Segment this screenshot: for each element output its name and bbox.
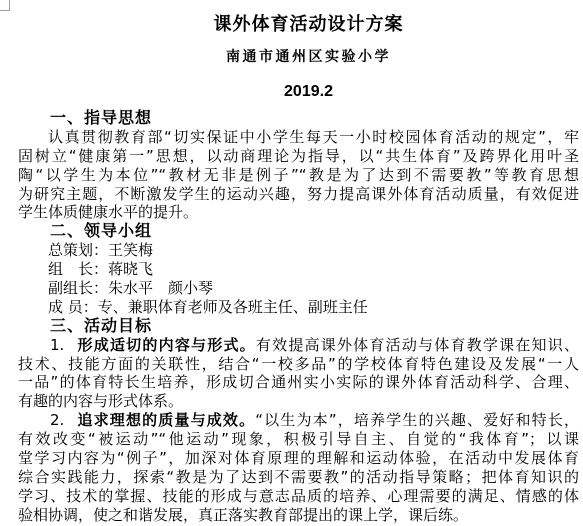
goal-text-line: 有趣的内容与形式体系。: [18, 392, 184, 411]
paragraph-line: 学生体质健康水平的提升。: [18, 203, 199, 222]
school-name: 南通市通州区实验小学: [226, 49, 391, 65]
member-row-members: [18, 298, 579, 317]
section-guiding: [18, 109, 579, 222]
section-heading-leadership: 二、领导小组: [50, 221, 153, 241]
document-date: 2019.2: [284, 83, 333, 100]
document-title: 课外体育活动设计方案: [213, 14, 404, 35]
member-row-leader: [18, 260, 579, 279]
member-role: 成 员：: [48, 297, 98, 316]
goal-text-line: 堂学习内容为“例子”，加深对体育原理的理解和运动体验，在活动中发展体育: [18, 449, 579, 468]
goal-number: 1.: [50, 335, 65, 354]
goal-title: 追求理想的质量与成效。: [76, 411, 256, 430]
goal-first-line: [18, 336, 579, 355]
member-names: 王笑梅: [108, 241, 154, 260]
member-row-chief-planner: [18, 241, 579, 260]
member-names: 朱水平 颜小琴: [108, 279, 214, 298]
paragraph-line: 固树立“健康第一”思想，以动商理论为指导，以“共生体育”及跨界化用叶圣: [18, 146, 579, 165]
member-names: 专、兼职体育老师及各班主任、副班主任: [97, 297, 368, 316]
goal-first-line: [18, 411, 579, 430]
margin-corner-mark: [0, 0, 10, 11]
goal-text-line: 综合实践能力，探索“教是为了达到不需要教”的活动指导策略；把体育知识的: [18, 467, 579, 486]
member-row-deputy-leader: [18, 279, 579, 298]
goal-text-line: 有效改变“被运动”“他运动”现象，积极引导自主、自觉的“我体育”；以课: [18, 430, 579, 449]
section-leadership: [18, 222, 579, 316]
goal-text: “以生为本”，培养学生的兴趣、爱好和特长，: [255, 411, 579, 430]
section-goals: [18, 317, 579, 525]
goal-text: 有效提高课外体育活动与体育教学课在知识、: [255, 335, 579, 354]
paragraph-line: 为研究主题，不断激发学生的运动兴趣，努力提高课外体育活动质量，有效促进: [18, 184, 579, 203]
goal-text-line: 验相协调，使之和谐发展，真正落实教育部提出的课上学，课后练。: [18, 505, 469, 524]
goal-title: 形成适切的内容与形式。: [76, 335, 256, 354]
goal-number: 2.: [50, 411, 65, 430]
goal-text-line: 技术、技能方面的关联性，结合“一校多品”的学校体育特色建设及发展“一人: [18, 354, 579, 373]
member-role: 总策划：: [48, 241, 109, 260]
goal-item-1: [18, 336, 579, 412]
paragraph-line: 认真贯彻教育部“切实保证中小学生每天一小时校园体育活动的规定”，牢: [48, 127, 579, 146]
section-heading-goals: 三、活动目标: [50, 315, 153, 335]
goal-text-line: 学习、技术的掌握、技能的形成与意志品质的培养、心理需要的满足、情感的体: [18, 486, 579, 505]
goal-item-2: [18, 411, 579, 524]
member-names: 蒋晓飞: [108, 260, 154, 279]
document-body: [18, 109, 579, 525]
member-role: 副组长：: [48, 279, 109, 298]
section-heading-guiding: 一、指导思想: [50, 108, 153, 127]
goal-text-line: 一品”的体育特长生培养，形成切合通州实小实际的课外体育活动科学、合理、: [18, 373, 579, 392]
member-role: 组 长：: [48, 260, 109, 279]
paragraph-line: 陶“以学生为本位”“教材无非是例子”“教是为了达到不需要教”等教育思想: [18, 165, 579, 184]
